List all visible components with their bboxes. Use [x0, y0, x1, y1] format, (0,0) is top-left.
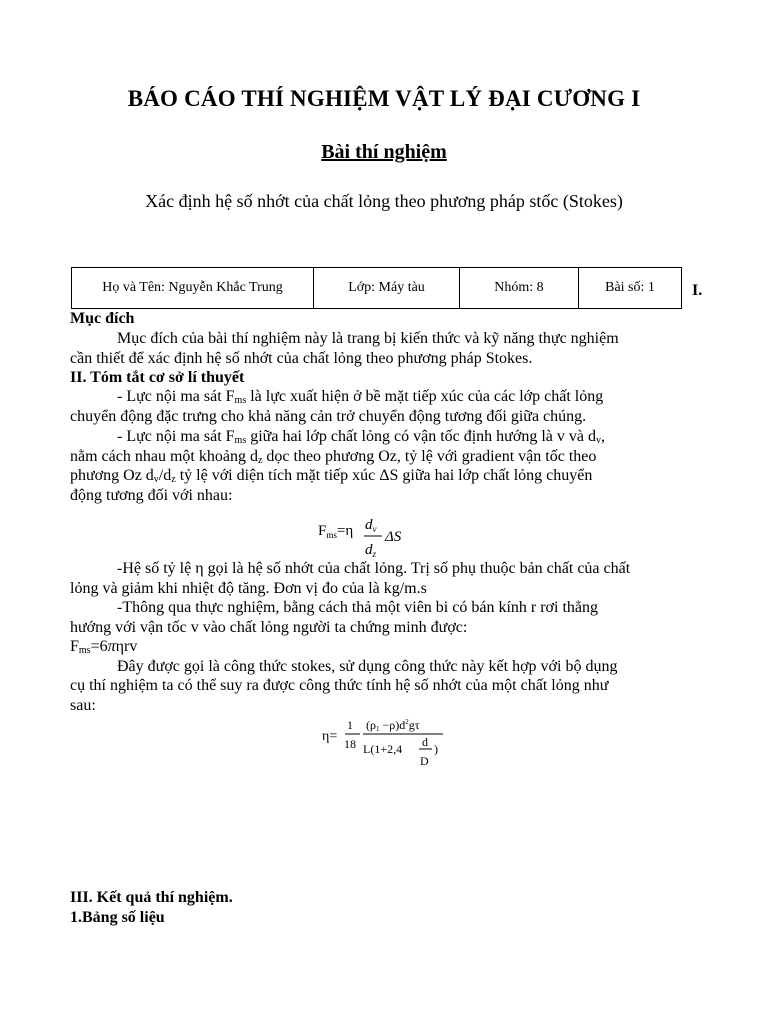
- theory-p5-line-2: cụ thí nghiệm ta có thể suy ra được công thức tính hệ số nhớt của một chất lỏng như: [70, 677, 609, 694]
- theory-p2-line-2: nằm cách nhau một khoảng $d_z$ dọc theo phương Oz, tỷ lệ với gradient vận tốc theo: [70, 448, 597, 466]
- student-info-table: [71, 267, 682, 309]
- svg-text:D: D: [420, 754, 429, 768]
- data-table-heading: 1.Bảng số liệu: [70, 909, 165, 926]
- theory-p3-line-1: -Hệ số tỷ lệ η gọi là hệ số nhớt của chất lỏng. Trị số phụ thuộc bản chất của chất: [117, 560, 631, 577]
- svg-text:): ): [434, 742, 438, 756]
- theory-p2-line-1: - Lực nội ma sát $F_{ms}$ giữa hai lớp chất lỏng có vận tốc định hướng là v và $d_v$,: [117, 428, 605, 446]
- theory-p5-line-1: Đây được gọi là công thức stokes, sử dụng công thức này kết hợp với bộ dụng: [117, 658, 618, 675]
- svg-text:1: 1: [347, 718, 353, 732]
- section-3-heading: III. Kết quả thí nghiệm.: [70, 889, 233, 906]
- svg-text:d: d: [422, 735, 428, 749]
- theory-p4-line-1: -Thông qua thực nghiệm, bằng cách thả một viên bi có bán kính r rơi thẳng: [117, 599, 599, 616]
- section-2-heading: II. Tóm tắt cơ sở lí thuyết: [70, 369, 245, 386]
- svg-text:Fms=η: $F_{ms}=\eta$: [318, 523, 354, 540]
- student-name-cell: Họ và Tên: Nguyễn Khắc Trung: [72, 268, 314, 309]
- svg-text:dv: $d_v$: [365, 517, 377, 534]
- section-1-heading: Mục đích: [70, 310, 135, 327]
- class-cell: Lớp: Máy tàu: [314, 268, 460, 309]
- viscosity-formula: [322, 713, 452, 780]
- group-cell: Nhóm: 8: [460, 268, 579, 309]
- svg-text:L(1+2,4: L(1+2,4: [363, 742, 403, 756]
- purpose-line-2: cần thiết để xác định hệ số nhớt của chất lỏng theo phương pháp Stokes.: [70, 350, 533, 367]
- svg-text:18: 18: [344, 737, 356, 751]
- experiment-subtitle: Bài thí nghiệm: [321, 141, 447, 163]
- theory-p2-line-3: phương Oz $d_v/d_z$ tỷ lệ với diện tích mặt tiếp xúc ΔS giữa hai lớp chất lỏng chuyển: [70, 467, 593, 485]
- theory-p2-line-4: động tương đối với nhau:: [70, 487, 233, 504]
- svg-text:ΔS: ΔS: [385, 529, 402, 545]
- theory-p4-line-2: hướng với vận tốc v vào chất lỏng người ta chứng minh được:: [70, 619, 468, 636]
- theory-p1-line-1: - Lực nội ma sát $F_{ms}$ là lực xuất hiện ở bề mặt tiếp xúc của các lớp chất lỏng: [117, 388, 604, 406]
- purpose-line-1: Mục đích của bài thí nghiệm này là trang bị kiến thức và kỹ năng thực nghiệm: [117, 330, 619, 347]
- stokes-formula: $F_{ms}=6\pi\eta rv$: [70, 638, 138, 656]
- report-title: BÁO CÁO THÍ NGHIỆM VẬT LÝ ĐẠI CƯƠNG I: [127, 86, 641, 111]
- experiment-topic: Xác định hệ số nhớt của chất lỏng theo phương pháp stốc (Stokes): [145, 191, 623, 211]
- theory-p3-line-2: lỏng và giảm khi nhiệt độ tăng. Đơn vị đo của là kg/m.s: [70, 580, 427, 597]
- theory-p1-line-2: chuyển động đặc trưng cho khả năng cản trở chuyển động tương đối giữa chúng.: [70, 408, 587, 425]
- section-1-number: I.: [692, 282, 703, 299]
- svg-text:(ρ1 −ρ)d2gτ: $(\rho 1 -\rho)d^2g\tau$: [366, 718, 420, 733]
- svg-text:η=: η=: [322, 729, 338, 744]
- svg-text:dz: $d_z$: [365, 542, 377, 559]
- theory-p5-line-3: sau:: [70, 697, 96, 714]
- lesson-cell: Bài số: 1: [579, 268, 682, 309]
